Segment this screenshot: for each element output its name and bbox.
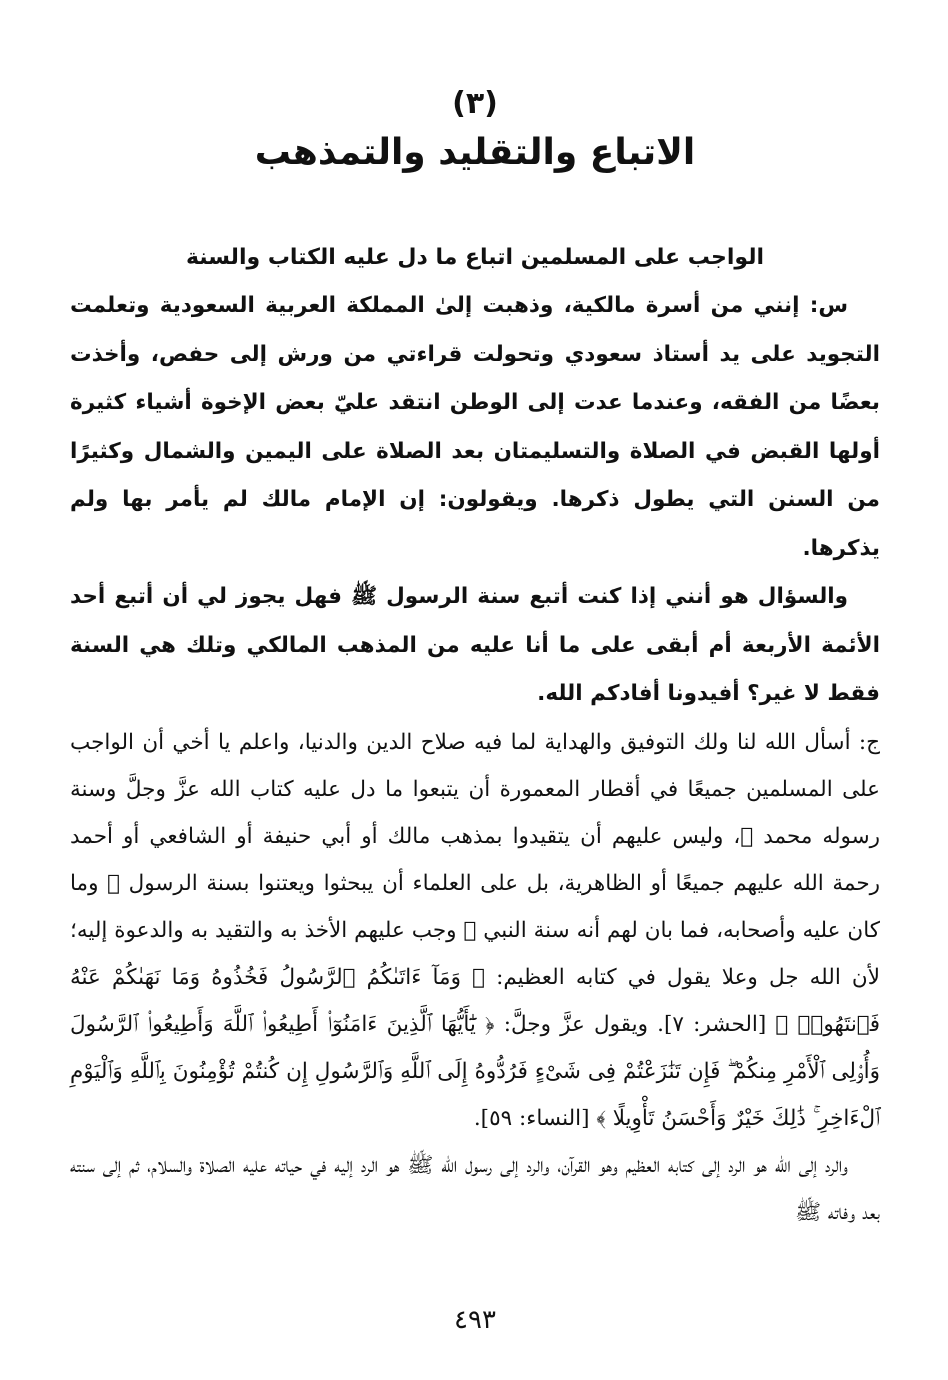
answer-paragraph-2: والرد إلى الله هو الرد إلى كتابه العظيم وهو القرآن، والرد إلى رسول الله ﷺ هو الرد إليه في حياته عليه الصلاة والسلام، ثم إلى سنته بعد وفاته ﷺ — [70, 1152, 880, 1225]
question-paragraph-2: والسؤال هو أنني إذا كنت أتبع سنة الرسول ﷺ فهل يجوز لي أن أتبع أحد الأئمة الأربعة أم أبقى على ما أنا عليه من المذهب المالكي وتلك هي السنة فقط لا غير؟ أفيدونا أفادكم الله. — [70, 584, 880, 706]
section-heading: الواجب على المسلمين اتباع ما دل عليه الكتاب والسنة — [185, 245, 765, 270]
answer-paragraph-1: ج: أسأل الله لنا ولك التوفيق والهداية لما فيه صلاح الدين والدنيا، واعلم يا أخي أن الواجب على المسلمين جميعًا في أقطار المعمورة أن يتبعوا ما دل عليه كتاب الله عزَّ وجلَّ وسنة رسوله محمد ﷺ، وليس عليهم أن يتقيدوا بمذهب مالك أو أبي حنيفة أو الشافعي أو أحمد رحمة الله عليهم جميعًا أو الظاهرية، بل على العلماء أن يبحثوا ويعتنوا بسنة الرسول ﷺ وما كان عليه وأصحابه، فما بان لهم أنه سنة النبي ﷺ وجب عليهم الأخذ به والتقيد به والدعوة إليه؛ لأن الله جل وعلا يقول في كتابه العظيم: ﴿ وَمَآ ءَاتَىٰكُمُ ٱلرَّسُولُ فَخُذُوهُ وَمَا نَهَىٰكُمْ عَنْهُ فَٱنتَهُوا۟ ﴾ [الحشر: ٧]. ويقول عزَّ وجلَّ: ﴿ يَٰٓأَيُّهَا ٱلَّذِينَ ءَامَنُوٓا۟ أَطِيعُوا۟ ٱللَّهَ وَأَطِيعُوا۟ ٱلرَّسُولَ وَأُو۟لِى ٱلْأَمْرِ مِنكُمْ ۖ فَإِن تَنَٰزَعْتُمْ فِى شَىْءٍ فَرُدُّوهُ إِلَى ٱللَّهِ وَٱلرَّسُولِ إِن كُنتُمْ تُؤْمِنُونَ بِٱللَّهِ وَٱلْيَوْمِ ٱلْءَاخِرِ ۚ ذَٰلِكَ خَيْرٌ وَأَحْسَنُ تَأْوِيلًا ﴾ [النساء: ٥٩]. — [70, 729, 880, 1131]
document-page — [70, 82, 880, 1362]
question-paragraph-1: س: إنني من أسرة مالكية، وذهبت إلىٰ المملكة العربية السعودية وتعلمت التجويد على يد أستاذ سعودي وتحولت قراءتي من ورش إلى حفص، وأخذت بعضًا من الفقه، وعندما عدت إلى الوطن انتقد عليّ بعض الإخوة أشياء كثيرة أولها القبض في الصلاة والتسليمتان بعد الصلاة على اليمين والشمال وكثيرًا من السنن التي يطول ذكرها. ويقولون: إن الإمام مالك لم يأمر بها ولم يذكرها. — [70, 293, 880, 561]
chapter-title: الاتباع والتقليد والتمذهب — [254, 132, 696, 173]
chapter-number: (٣) — [452, 86, 498, 121]
page-number: ٤٩٣ — [454, 1305, 496, 1335]
